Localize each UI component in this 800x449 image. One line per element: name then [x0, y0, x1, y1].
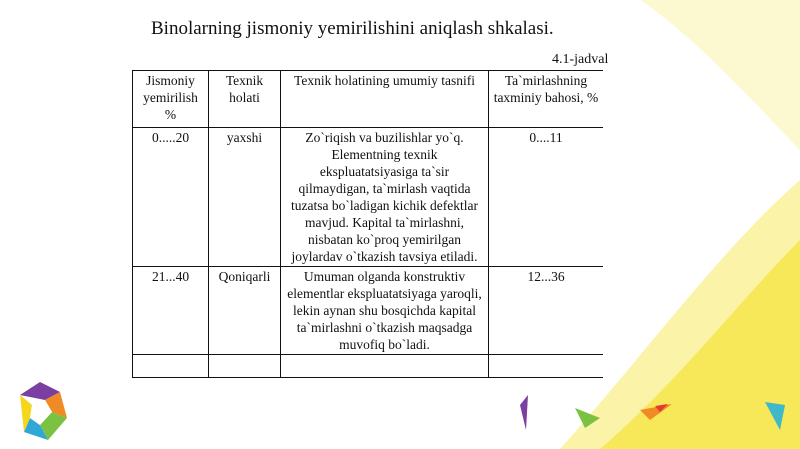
cell-wear: 0.....20 — [133, 128, 209, 267]
table-row — [133, 128, 604, 267]
table-number: 4.1-jadval — [552, 52, 609, 67]
logo-icon — [20, 382, 67, 440]
yellow-swoosh-top — [640, 0, 800, 150]
purple-arrow-shape — [520, 395, 528, 430]
header-state: Texnik holati — [209, 71, 281, 128]
header-repair: Ta`mirlashning taxminiy bahosi, % — [489, 71, 604, 128]
wear-scale-table — [132, 70, 603, 378]
header-wear: Jismoniy yemirilish % — [133, 71, 209, 128]
page-title: Binolarning jismoniy yemirilishini aniqlash shkalasi. — [151, 18, 554, 39]
cell-wear: 21...40 — [133, 267, 209, 355]
cell-repair: 0....11 — [489, 128, 604, 267]
table-header-row — [133, 71, 604, 128]
cell-state: yaxshi — [209, 128, 281, 267]
header-description: Texnik holatining umumiy tasnifi — [281, 71, 489, 128]
cell-description: Zo`riqish va buzilishlar yo`q. Elementning texnik ekspluatatsiyasiga ta`sir qilmaydigan, ta`mirlash vaqtida tuzatsa bo`ladigan kichik defektlar mavjud. Kapital ta`mirlashni, nisbatan ko`proq yemirilgan joylardav o`tkazish tavsiya etiladi. — [281, 128, 489, 267]
table-row — [133, 267, 604, 355]
table-container — [132, 70, 603, 399]
cell-description: Umuman olganda konstruktiv elementlar ekspluatatsiyaga yaroqli, lekin aynan shu bosqichda kapital ta`mirlashni o`tkazish maqsadga muvofiq bo`ladi. — [281, 267, 489, 355]
cell-repair: 12...36 — [489, 267, 604, 355]
cell-state: Qoniqarli — [209, 267, 281, 355]
table-row-cut-off — [133, 355, 604, 378]
